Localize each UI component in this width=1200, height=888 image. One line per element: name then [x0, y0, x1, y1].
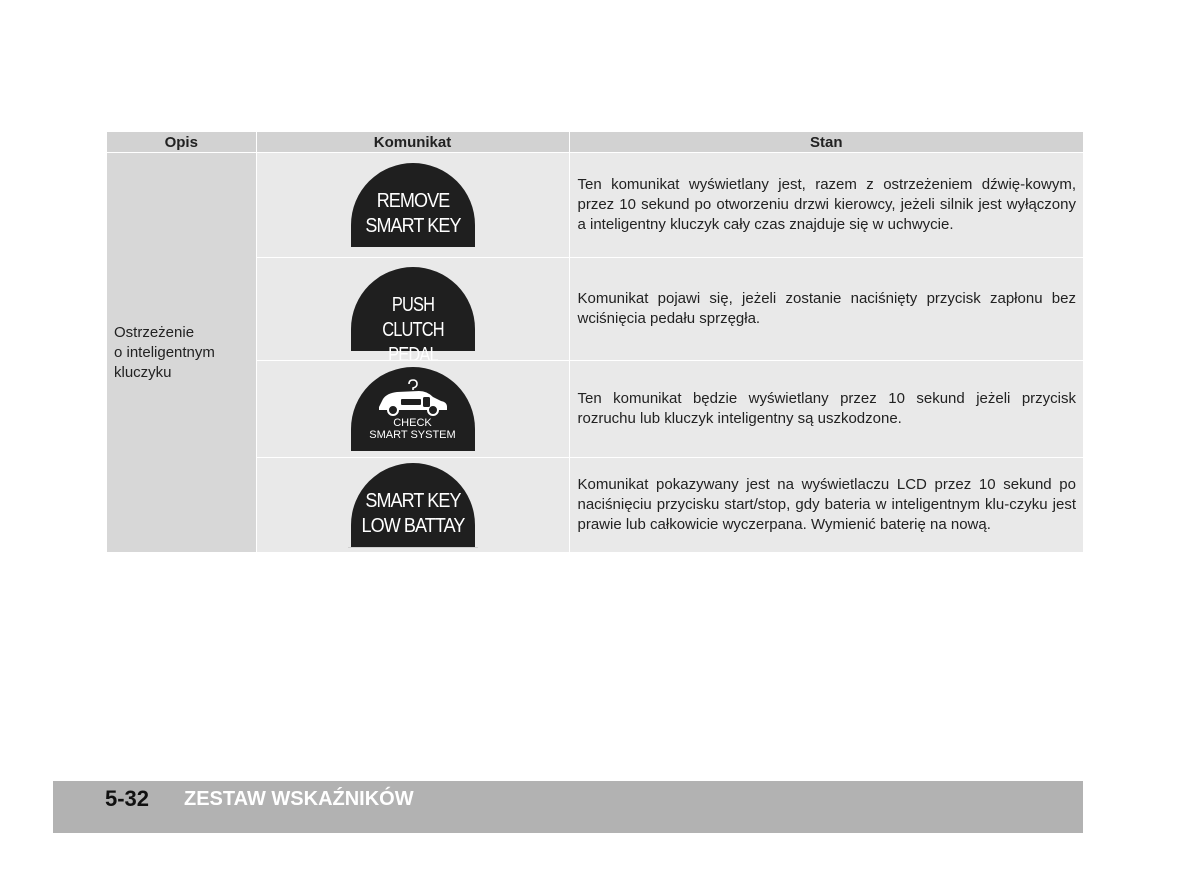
message-line: CLUTCH PEDAL [381, 319, 444, 366]
message-line: SMART SYSTEM [369, 429, 456, 441]
message-line: REMOVE [376, 190, 449, 212]
stan-cell [569, 258, 1083, 361]
opis-line: o inteligentnym [114, 343, 215, 361]
message-line: CHECK [393, 417, 432, 429]
lcd-message-badge [351, 267, 475, 366]
komunikat-cell [256, 361, 569, 458]
stan-text: Komunikat pojawi się, jeżeli zostanie naciśnięty przycisk zapłonu bez wciśnięcia pedału sprzęgła. [577, 290, 1076, 327]
komunikat-cell [256, 458, 569, 553]
komunikat-cell [256, 258, 569, 366]
badge-base-line [348, 547, 478, 548]
message-line: PUSH [391, 294, 434, 316]
stan-cell [569, 361, 1083, 458]
table-header-row [107, 132, 1083, 153]
car-key-question-icon [373, 379, 453, 419]
lcd-message-badge [351, 163, 475, 247]
message-line: LOW BATTAY [360, 514, 464, 537]
message-line: SMART KEY [364, 215, 461, 237]
stan-cell [569, 153, 1083, 258]
section-title: ZESTAW WSKAŹNIKÓW [184, 788, 414, 810]
message-line: SMART KEY [364, 489, 461, 512]
stan-text: Komunikat pokazywany jest na wyświetlaczu LCD przez 10 sekund po naciśnięciu przycisku start/stop, gdy bateria w inteligentnym klu-czyku jest prawie lub całkowicie wyczerpana. Wymienić baterię na nową. [577, 476, 1076, 533]
page-footer [53, 781, 1083, 833]
lcd-message-badge [351, 463, 475, 547]
stan-cell [569, 458, 1083, 553]
page-number: 5-32 [105, 786, 150, 811]
header-komunikat: Komunikat [256, 132, 569, 153]
stan-text: Ten komunikat będzie wyświetlany przez 10 sekund jeżeli przycisk rozruchu lub kluczyk inteligentny są uszkodzone. [577, 390, 1076, 427]
header-stan: Stan [569, 132, 1083, 153]
header-opis: Opis [107, 132, 256, 153]
opis-cell [107, 153, 256, 553]
table-row [107, 153, 1083, 258]
stan-text: Ten komunikat wyświetlany jest, razem z ostrzeżeniem dźwię-kowym, przez 10 sekund po otworzeniu drzwi kierowcy, jeżeli silnik jest wyłączony a inteligentny kluczyk cały czas znajduje się w uchwycie. [577, 176, 1076, 233]
warning-messages-table [107, 132, 1083, 553]
opis-line: Ostrzeżenie [114, 323, 195, 341]
lcd-message-badge [351, 367, 475, 451]
opis-line: kluczyku [114, 363, 172, 381]
komunikat-cell [256, 153, 569, 258]
